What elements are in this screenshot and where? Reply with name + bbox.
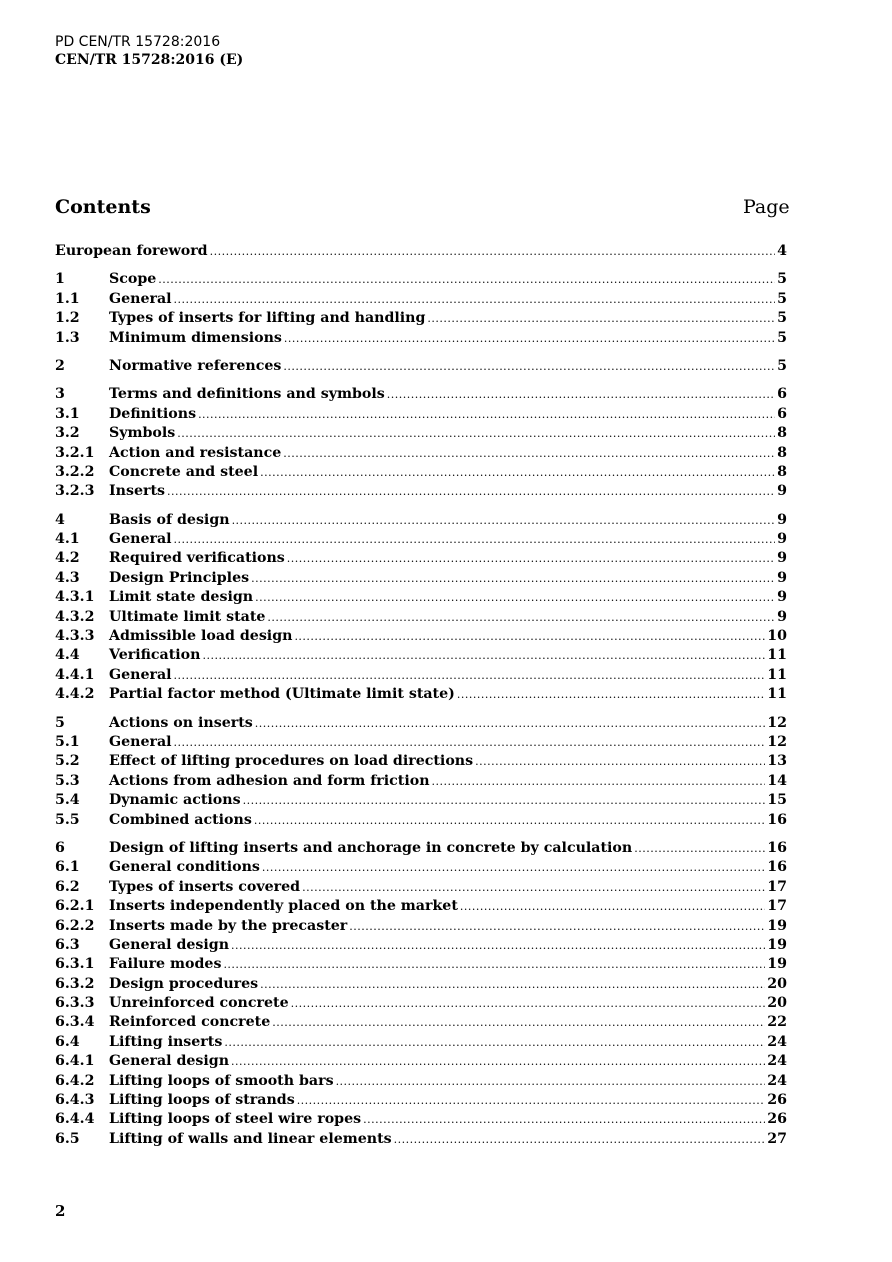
toc-entry[interactable] xyxy=(55,1034,787,1053)
toc-entry[interactable] xyxy=(55,589,787,608)
toc-entry-number: 5.4 xyxy=(55,792,80,809)
toc-entry-page: 5 xyxy=(777,290,787,307)
toc-entry-number: 6 xyxy=(55,839,65,856)
dot-leader xyxy=(167,485,775,498)
toc-entry-number: 5.2 xyxy=(55,753,80,770)
toc-entry-number: 3.1 xyxy=(55,405,80,422)
toc-entry[interactable] xyxy=(55,976,787,995)
toc-entry-page: 22 xyxy=(767,1014,787,1031)
toc-entry[interactable] xyxy=(55,715,787,734)
toc-entry-title: General xyxy=(109,733,172,750)
toc-entry-number: 6.1 xyxy=(55,859,80,876)
toc-entry-title: Verification xyxy=(109,647,201,664)
toc-entry-title: Lifting loops of strands xyxy=(109,1092,295,1109)
toc-entry-title: General conditions xyxy=(109,859,260,876)
dot-leader xyxy=(634,842,765,855)
toc-entry-number: 1.2 xyxy=(55,310,80,327)
toc-entry-title: Admissible load design xyxy=(109,628,293,645)
toc-entry-title: Ultimate limit state xyxy=(109,608,266,625)
toc-entry-page: 17 xyxy=(767,878,787,895)
dot-leader xyxy=(198,408,775,421)
toc-entry-page: 11 xyxy=(767,666,787,683)
dot-leader xyxy=(283,447,775,460)
toc-entry-page: 5 xyxy=(777,310,787,327)
dot-leader xyxy=(174,669,766,682)
toc-entry-page: 9 xyxy=(777,550,787,567)
toc-entry-page: 12 xyxy=(767,733,787,750)
toc-entry-page: 26 xyxy=(767,1092,787,1109)
toc-entry-number: 4.4 xyxy=(55,647,80,664)
dot-leader xyxy=(243,794,766,807)
toc-entry-number: 6.4 xyxy=(55,1033,80,1050)
toc-entry[interactable] xyxy=(55,734,787,753)
toc-entry-number: 6.2.1 xyxy=(55,898,95,915)
toc-entry-number: 6.3 xyxy=(55,936,80,953)
toc-entry-number: 1 xyxy=(55,271,65,288)
dot-leader xyxy=(231,939,765,952)
toc-entry[interactable] xyxy=(55,956,787,975)
toc-entry-page: 6 xyxy=(777,386,787,403)
toc-entry-page: 16 xyxy=(767,811,787,828)
toc-entry-title: Lifting inserts xyxy=(109,1033,223,1050)
toc-entry-page: 11 xyxy=(767,686,787,703)
toc-entry-number: 6.3.4 xyxy=(55,1014,95,1031)
toc-entry-number: 3.2.2 xyxy=(55,463,95,480)
dot-leader xyxy=(260,978,765,991)
toc-entry[interactable] xyxy=(55,918,787,937)
toc-entry-page: 4 xyxy=(777,243,787,259)
toc-entry-page: 5 xyxy=(777,329,787,346)
dot-leader xyxy=(457,688,765,701)
toc-entry-number: 6.2.2 xyxy=(55,917,95,934)
toc-entry[interactable] xyxy=(55,773,787,792)
dot-leader xyxy=(231,1055,765,1068)
toc-entry[interactable] xyxy=(55,609,787,628)
toc-entry-title: Dynamic actions xyxy=(109,792,241,809)
toc-entry-title: Design Principles xyxy=(109,569,250,586)
toc-entry[interactable] xyxy=(55,937,787,956)
page-column-label: Page xyxy=(743,196,790,218)
toc-entry-number: 6.4.1 xyxy=(55,1053,95,1070)
toc-entry[interactable] xyxy=(55,686,787,705)
toc-entry-title: Concrete and steel xyxy=(109,463,259,480)
toc-entry-title: Required verifications xyxy=(109,550,285,567)
toc-entry-title: Inserts independently placed on the market xyxy=(109,898,458,915)
dot-leader xyxy=(174,293,776,306)
dot-leader xyxy=(387,388,775,401)
toc-entry-title: European foreword xyxy=(55,243,208,259)
toc-entry-title: Inserts xyxy=(109,483,165,500)
toc-entry[interactable] xyxy=(55,792,787,811)
toc-entry-number: 1.3 xyxy=(55,329,80,346)
dot-leader xyxy=(202,649,765,662)
toc-entry-title: Types of inserts for lifting and handling xyxy=(109,310,426,327)
toc-entry-page: 6 xyxy=(777,405,787,422)
toc-entry-page: 9 xyxy=(777,569,787,586)
toc-entry-number: 6.5 xyxy=(55,1130,80,1147)
dot-leader xyxy=(302,881,765,894)
dot-leader xyxy=(262,861,765,874)
toc-entry-title: Actions from adhesion and form friction xyxy=(109,772,430,789)
toc-entry-number: 4.4.2 xyxy=(55,686,95,703)
dot-leader xyxy=(223,958,765,971)
toc-entry-title: Lifting loops of steel wire ropes xyxy=(109,1111,362,1128)
toc-entry[interactable] xyxy=(55,667,787,686)
toc-entry-title: Inserts made by the precaster xyxy=(109,917,348,934)
toc-entry-title: Combined actions xyxy=(109,811,252,828)
toc-entry-page: 11 xyxy=(767,647,787,664)
toc-entry-number: 5.3 xyxy=(55,772,80,789)
toc-entry-page: 24 xyxy=(767,1072,787,1089)
toc-entry-page: 9 xyxy=(777,531,787,548)
contents-title: Contents xyxy=(55,196,151,218)
toc-entry-number: 1.1 xyxy=(55,290,80,307)
toc-entry-number: 6.2 xyxy=(55,878,80,895)
toc-entry-number: 4.3.2 xyxy=(55,608,95,625)
toc-entry[interactable] xyxy=(55,1092,787,1111)
dot-leader xyxy=(291,997,766,1010)
toc-entry-page: 26 xyxy=(767,1111,787,1128)
toc-entry[interactable] xyxy=(55,570,787,589)
toc-entry[interactable] xyxy=(55,386,787,405)
toc-entry-title: General design xyxy=(109,1053,230,1070)
dot-leader xyxy=(336,1075,766,1088)
toc-entry[interactable] xyxy=(55,425,787,444)
toc-entry-page: 13 xyxy=(767,753,787,770)
toc-entry[interactable] xyxy=(55,628,787,647)
toc-entry-title: Action and resistance xyxy=(109,444,282,461)
toc-entry-number: 5.1 xyxy=(55,733,80,750)
toc-entry[interactable] xyxy=(55,812,787,831)
toc-entry-number: 6.4.3 xyxy=(55,1092,95,1109)
dot-leader xyxy=(283,360,775,373)
toc-entry-title: Types of inserts covered xyxy=(109,878,301,895)
toc-entry-page: 24 xyxy=(767,1053,787,1070)
toc-entry-number: 6.4.2 xyxy=(55,1072,95,1089)
dot-leader xyxy=(294,630,765,643)
toc-entry-page: 9 xyxy=(777,608,787,625)
toc-entry-title: Minimum dimensions xyxy=(109,329,282,346)
toc-entry-number: 4.3 xyxy=(55,569,80,586)
dot-leader xyxy=(158,273,775,286)
dot-leader xyxy=(224,1036,765,1049)
dot-leader xyxy=(349,920,765,933)
toc-entry-title: Limit state design xyxy=(109,589,254,606)
dot-leader xyxy=(284,332,775,345)
toc-entry[interactable] xyxy=(55,464,787,483)
toc-entry-number: 4 xyxy=(55,511,65,528)
dot-leader xyxy=(174,533,776,546)
dot-leader xyxy=(177,427,775,440)
toc-entry-page: 16 xyxy=(767,859,787,876)
toc-entry-page: 20 xyxy=(767,995,787,1012)
toc-entry-number: 4.2 xyxy=(55,550,80,567)
toc-entry-title: Terms and definitions and symbols xyxy=(109,386,385,403)
toc-entry-title: General xyxy=(109,290,172,307)
toc-entry[interactable] xyxy=(55,330,787,349)
dot-leader xyxy=(267,611,775,624)
dot-leader xyxy=(475,755,765,768)
toc-entry-title: General design xyxy=(109,936,230,953)
document-id-header: PD CEN/TR 15728:2016 xyxy=(55,34,221,50)
dot-leader xyxy=(287,552,775,565)
table-of-contents xyxy=(55,243,787,1150)
dot-leader xyxy=(255,591,775,604)
toc-entry[interactable] xyxy=(55,358,787,377)
toc-entry[interactable] xyxy=(55,898,787,917)
toc-entry-page: 9 xyxy=(777,483,787,500)
toc-entry-page: 9 xyxy=(777,589,787,606)
toc-entry-number: 3.2.3 xyxy=(55,483,95,500)
toc-entry[interactable] xyxy=(55,1131,787,1150)
toc-entry-title: Unreinforced concrete xyxy=(109,995,289,1012)
toc-entry[interactable] xyxy=(55,445,787,464)
toc-entry[interactable] xyxy=(55,406,787,425)
dot-leader xyxy=(432,775,766,788)
toc-entry-title: Definitions xyxy=(109,405,197,422)
toc-entry-page: 15 xyxy=(767,792,787,809)
toc-entry-title: Partial factor method (Ultimate limit state) xyxy=(109,686,455,703)
toc-entry-page: 8 xyxy=(777,444,787,461)
dot-leader xyxy=(394,1133,766,1146)
toc-entry-title: Symbols xyxy=(109,425,176,442)
toc-entry[interactable] xyxy=(55,512,787,531)
dot-leader xyxy=(427,312,775,325)
toc-entry-number: 5 xyxy=(55,714,65,731)
toc-entry[interactable] xyxy=(55,879,787,898)
toc-entry-page: 5 xyxy=(777,357,787,374)
toc-entry-title: General xyxy=(109,531,172,548)
toc-entry-page: 14 xyxy=(767,772,787,789)
toc-entry-title: Effect of lifting procedures on load directions xyxy=(109,753,474,770)
toc-entry-page: 5 xyxy=(777,271,787,288)
toc-entry[interactable] xyxy=(55,1053,787,1072)
toc-entry-number: 5.5 xyxy=(55,811,80,828)
toc-entry-number: 3.2.1 xyxy=(55,444,95,461)
toc-entry-title: Design procedures xyxy=(109,975,259,992)
dot-leader xyxy=(363,1113,765,1126)
toc-entry-number: 6.3.2 xyxy=(55,975,95,992)
toc-entry[interactable] xyxy=(55,531,787,550)
toc-entry[interactable] xyxy=(55,1073,787,1092)
dot-leader xyxy=(210,245,776,258)
toc-entry-page: 19 xyxy=(767,917,787,934)
toc-entry-page: 19 xyxy=(767,936,787,953)
toc-entry-page: 10 xyxy=(767,628,787,645)
toc-entry-number: 6.4.4 xyxy=(55,1111,95,1128)
toc-entry-number: 4.1 xyxy=(55,531,80,548)
dot-leader xyxy=(260,466,775,479)
document-id-header-bold: CEN/TR 15728:2016 (E) xyxy=(55,52,244,68)
toc-entry[interactable] xyxy=(55,859,787,878)
toc-entry-number: 6.3.1 xyxy=(55,956,95,973)
toc-entry-page: 19 xyxy=(767,956,787,973)
toc-entry-title: Normative references xyxy=(109,357,282,374)
dot-leader xyxy=(232,514,776,527)
toc-entry-page: 16 xyxy=(767,839,787,856)
toc-entry-title: Actions on inserts xyxy=(109,714,253,731)
toc-entry[interactable] xyxy=(55,550,787,569)
toc-entry-page: 24 xyxy=(767,1033,787,1050)
dot-leader xyxy=(251,572,775,585)
dot-leader xyxy=(297,1094,766,1107)
toc-entry-number: 6.3.3 xyxy=(55,995,95,1012)
toc-entry[interactable] xyxy=(55,271,787,290)
toc-entry[interactable] xyxy=(55,483,787,502)
toc-entry-page: 8 xyxy=(777,425,787,442)
toc-entry-title: Lifting of walls and linear elements xyxy=(109,1130,392,1147)
toc-entry-title: Scope xyxy=(109,271,157,288)
toc-entry-title: Lifting loops of smooth bars xyxy=(109,1072,334,1089)
toc-entry-title: Design of lifting inserts and anchorage in concrete by calculation xyxy=(109,839,633,856)
toc-entry[interactable] xyxy=(55,647,787,666)
toc-entry-page: 9 xyxy=(777,511,787,528)
toc-entry-number: 2 xyxy=(55,357,65,374)
toc-entry-title: Basis of design xyxy=(109,511,230,528)
toc-entry-page: 20 xyxy=(767,975,787,992)
toc-entry-title: Failure modes xyxy=(109,956,222,973)
dot-leader xyxy=(254,814,765,827)
toc-entry-page: 12 xyxy=(767,714,787,731)
toc-entry-number: 4.4.1 xyxy=(55,666,95,683)
dot-leader xyxy=(174,736,766,749)
toc-entry[interactable] xyxy=(55,1014,787,1033)
toc-entry[interactable] xyxy=(55,291,787,310)
toc-entry-number: 4.3.3 xyxy=(55,628,95,645)
toc-entry[interactable] xyxy=(55,243,787,262)
toc-entry[interactable] xyxy=(55,310,787,329)
page-number: 2 xyxy=(55,1202,66,1220)
dot-leader xyxy=(272,1016,765,1029)
toc-entry-number: 3.2 xyxy=(55,425,80,442)
toc-entry-title: Reinforced concrete xyxy=(109,1014,271,1031)
toc-entry-page: 17 xyxy=(767,898,787,915)
toc-entry-title: General xyxy=(109,666,172,683)
toc-entry[interactable] xyxy=(55,840,787,859)
toc-entry-page: 8 xyxy=(777,463,787,480)
toc-entry[interactable] xyxy=(55,1111,787,1130)
toc-entry-number: 4.3.1 xyxy=(55,589,95,606)
toc-entry[interactable] xyxy=(55,753,787,772)
toc-entry[interactable] xyxy=(55,995,787,1014)
dot-leader xyxy=(460,900,765,913)
toc-entry-page: 27 xyxy=(767,1130,787,1147)
toc-entry-number: 3 xyxy=(55,386,65,403)
dot-leader xyxy=(255,717,766,730)
